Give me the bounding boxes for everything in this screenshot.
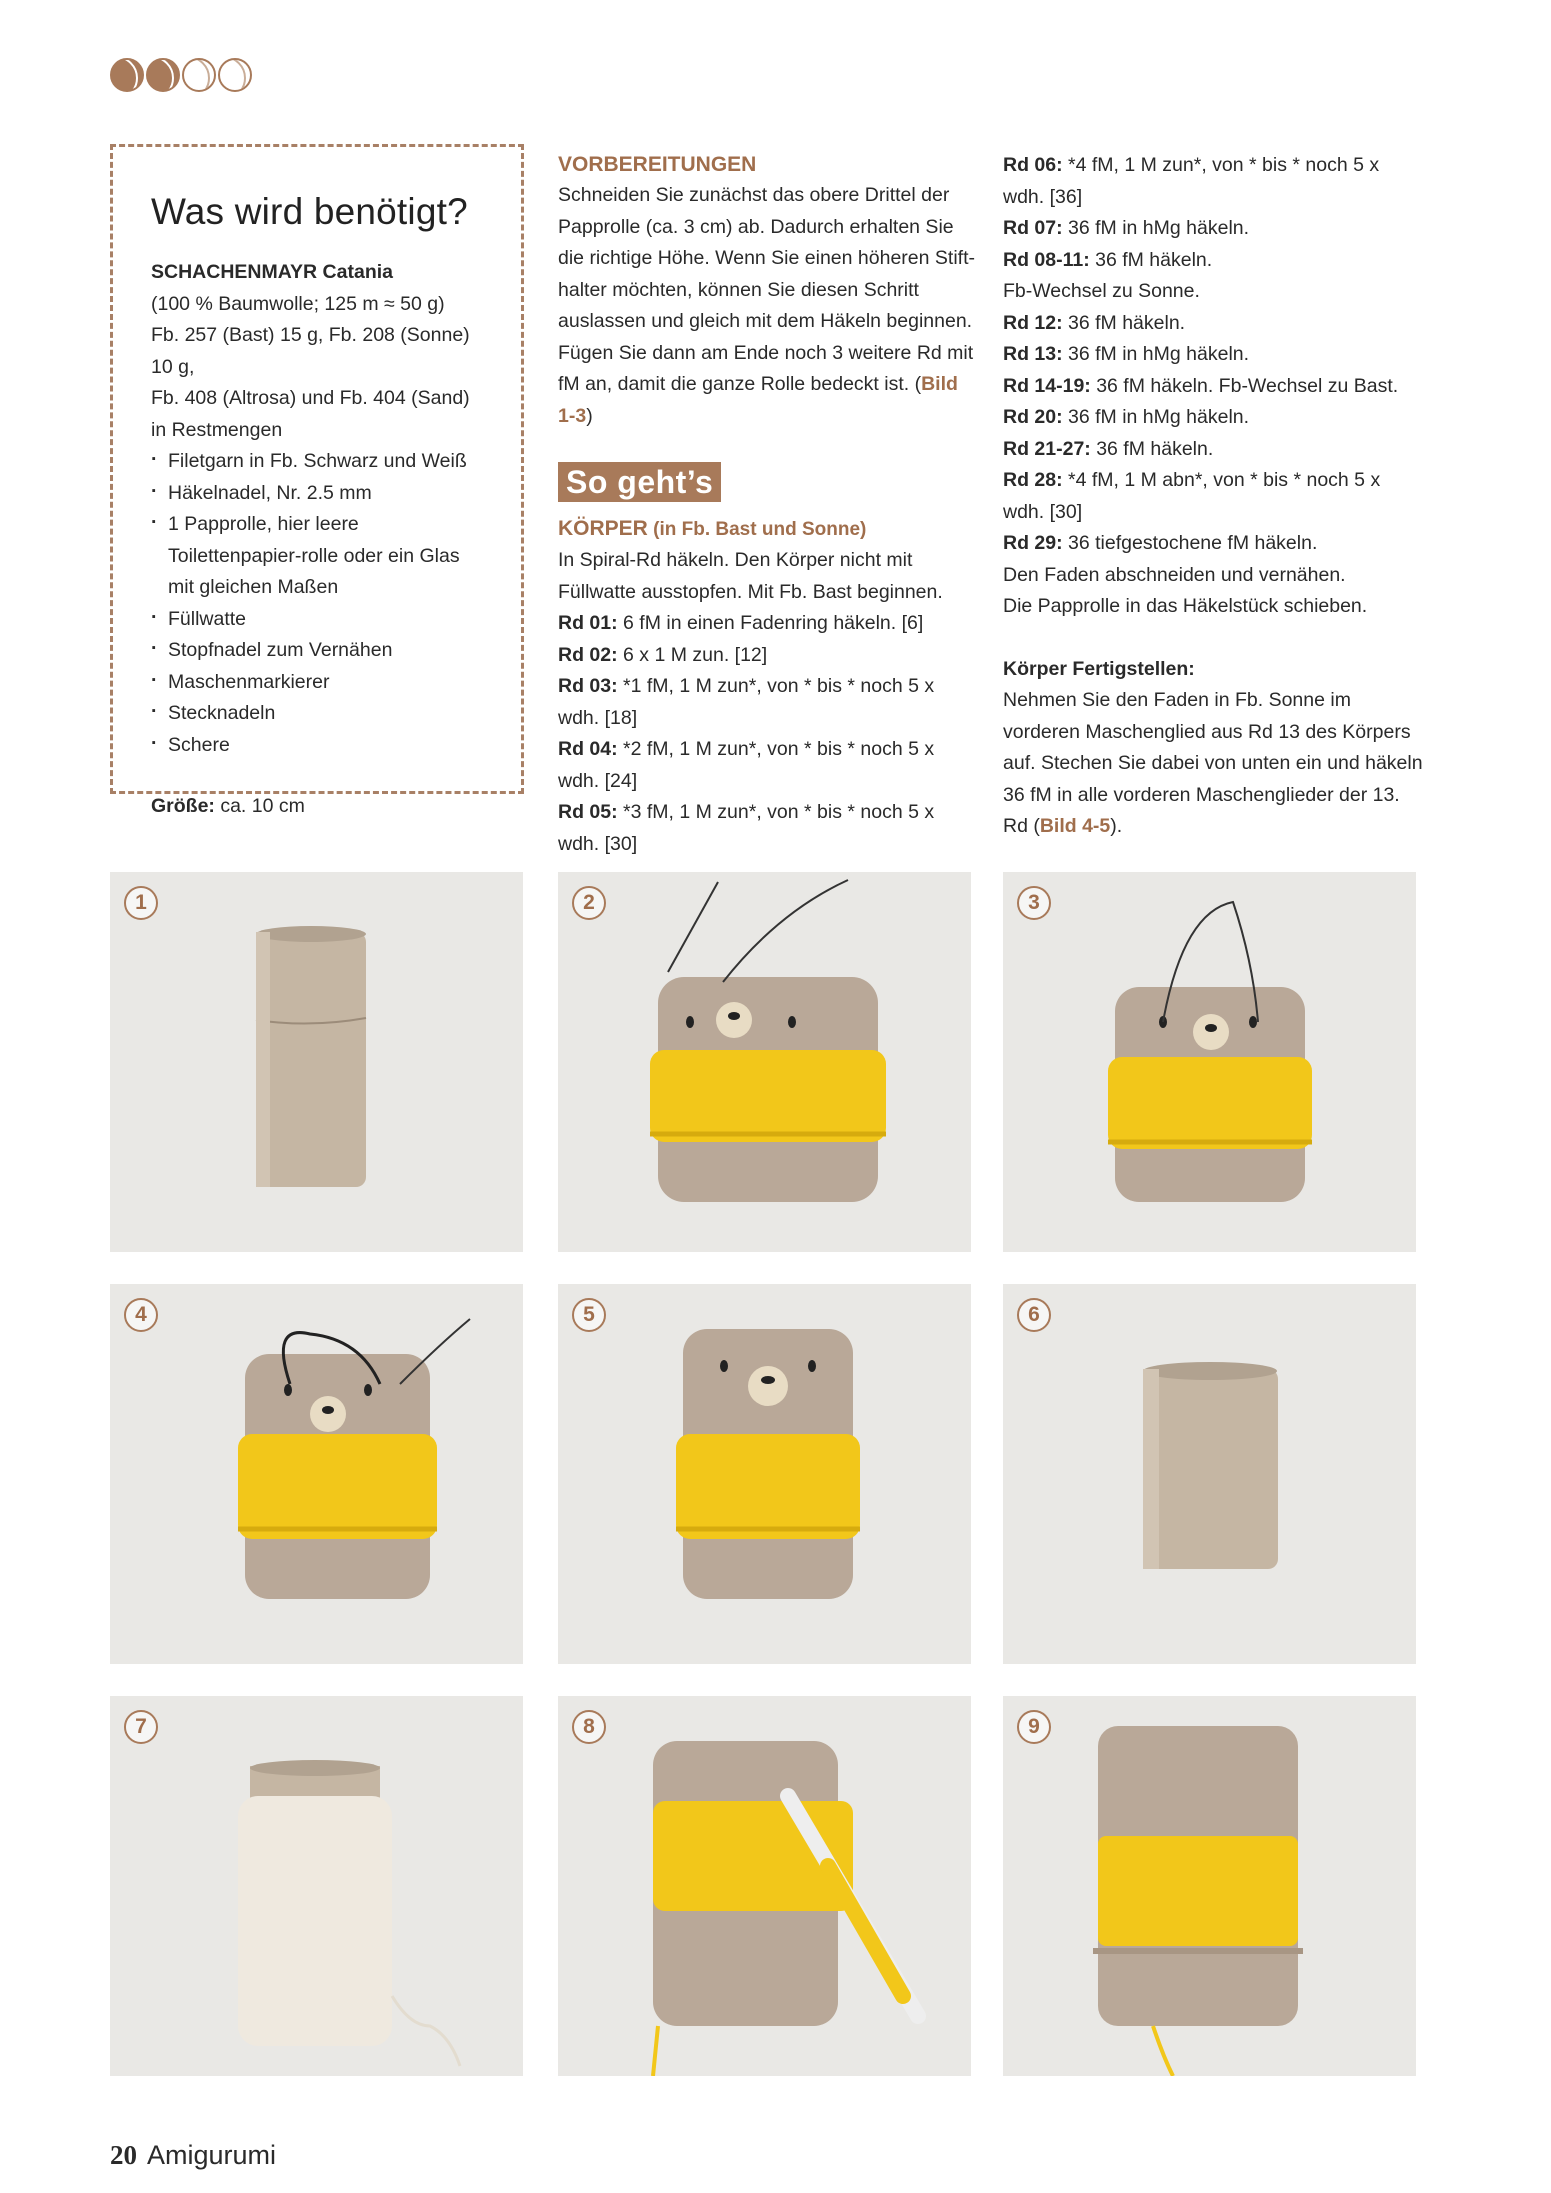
round-text: *3 fM, 1 M zun*, von * bis * noch 5 x wdh. [30] [558,801,935,855]
round-text: 36 fM in hMg häkeln. [1062,343,1250,365]
step-number-badge: 8 [572,1710,606,1744]
round-label: Rd 03: [558,675,618,697]
round-text: 6 fM in einen Fadenring häkeln. [6] [617,612,924,634]
difficulty-rating [110,58,252,92]
white-crochet-cover-illustration [110,1696,523,2076]
round-text: 36 fM in hMg häkeln. [1062,406,1250,428]
round-label: Rd 20: [1003,406,1063,428]
round-label: Rd 21-27: [1003,437,1091,460]
round-instruction [1003,402,1423,434]
photo-reference: Bild 4-5 [1039,815,1111,837]
round-instruction [1003,339,1423,371]
yarn-ball-icon-empty [218,58,252,92]
list-item: · Filetgarn in Fb. Schwarz und Weiß [151,446,485,478]
finish-text [1003,685,1423,843]
round-instruction [1003,308,1423,340]
prep-body: Schneiden Sie zunächst das obere Drittel der Papprolle (ca. 3 cm) ab. Dadurch erhalten Sie die richtige Höhe. Wenn Sie einen höheren Stift-halter möchten, können Sie diesen Schritt auslassen und gleich mit dem Häkeln beginnen. Fügen Sie dann am Ende noch 3 weitere Rd mit fM an, damit die ganze Rolle bedeckt ist. ( [558,184,975,395]
yarn-ball-icon-empty [182,58,216,92]
round-label: Rd 14-19: [1003,374,1091,397]
step-number-badge: 9 [1017,1710,1051,1744]
finish-line: Die Papprolle in das Häkelstück schieben. [1003,595,1368,617]
body-intro: In Spiral-Rd häkeln. Den Körper nicht mit Füllwatte ausstopfen. Mit Fb. Bast beginnen. [558,549,943,603]
body-heading-main: KÖRPER [558,517,648,540]
step-photo-3 [1003,872,1416,1252]
list-item: · Maschenmarkierer [151,667,485,699]
step-photo-8 [558,1696,971,2076]
materials-title: Was wird benötigt? [151,191,468,232]
list-item: · Schere [151,730,485,762]
list-item: · Stecknadeln [151,698,485,730]
yarn-colors-2: Fb. 408 (Altrosa) und Fb. 404 (Sand) [151,387,470,409]
finished-size [151,791,485,823]
page-number: 20 [110,2140,137,2170]
round-text: 36 fM häkeln. Fb-Wechsel zu Bast. [1090,374,1399,397]
round-label: Rd 28: [1003,469,1063,491]
crochet-bear-illustration [558,1284,971,1664]
yarn-ball-icon-filled [110,58,144,92]
step-number-badge: 4 [124,1298,158,1332]
round-instruction [1003,371,1423,403]
round-label: Rd 13: [1003,343,1063,365]
round-label: Rd 05: [558,801,618,823]
step-number-badge: 6 [1017,1298,1051,1332]
step-photo-2 [558,872,971,1252]
materials-box [110,144,524,817]
crochet-bear-illustration [1003,872,1416,1252]
materials-list [151,446,485,761]
round-instruction [1003,150,1423,213]
round-label: Rd 07: [1003,217,1063,239]
step-photo-9 [1003,1696,1416,2076]
round-instruction [558,671,978,734]
photo-reference: Bild 1-3 [558,373,958,427]
round-label: Rd 08-11: [1003,248,1090,271]
cardboard-roll-illustration [1003,1284,1416,1664]
round-label: Rd 06: [1003,154,1063,176]
round-instruction [1003,213,1423,245]
round-instruction [1003,434,1423,466]
size-value: ca. 10 cm [214,795,305,817]
round-label: Rd 29: [1003,532,1063,554]
finished-pencil-holder-illustration [1003,1696,1416,2076]
round-instruction [1003,245,1423,277]
step-number-badge: 5 [572,1298,606,1332]
step-number-badge: 3 [1017,886,1051,920]
round-text: *4 fM, 1 M abn*, von * bis * noch 5 x wdh. [30] [1003,469,1381,523]
body-heading [558,514,978,545]
round-text: 36 fM häkeln. [1062,311,1186,334]
crochet-bear-illustration [110,1284,523,1664]
round-instruction [558,608,978,640]
round-text: *4 fM, 1 M zun*, von * bis * noch 5 x wdh. [36] [1003,154,1380,208]
list-item: · Häkelnadel, Nr. 2.5 mm [151,478,485,510]
instructions-column-right [1003,150,1423,843]
yarn-ball-icon-filled [146,58,180,92]
step-number-badge: 2 [572,886,606,920]
list-item: · 1 Papprolle, hier leere Toilettenpapier-rolle oder ein Glas mit gleichen Maßen [151,509,485,604]
finish-end: ). [1110,815,1123,837]
round-instruction [558,640,978,672]
instructions-column-middle [558,150,978,860]
rounds-list-left [558,608,978,860]
size-label: Größe: [151,795,215,817]
round-instruction [558,734,978,797]
list-item: · Füllwatte [151,604,485,636]
step-number-badge: 7 [124,1710,158,1744]
round-label: Rd 04: [558,738,618,760]
section-banner: So geht’s [558,462,721,502]
step-photo-6 [1003,1284,1416,1664]
prep-end: ) [586,404,593,427]
step-number-badge: 1 [124,886,158,920]
rounds-list-right [1003,150,1423,560]
list-item: · Stopfnadel zum Vernähen [151,635,485,667]
round-label: Rd 02: [558,643,618,666]
round-text: 36 fM häkeln. [1089,248,1213,271]
finish-line: Den Faden abschneiden und vernähen. [1003,563,1346,586]
round-text: 6 x 1 M zun. [12] [617,643,768,666]
step-photo-5 [558,1284,971,1664]
crochet-bear-illustration [558,872,971,1252]
finish-body: Nehmen Sie den Faden in Fb. Sonne im vorderen Maschenglied aus Rd 13 des Körpers auf. Stechen Sie dabei von unten ein und häkeln 36 fM in alle vorderen Maschenglieder der 13. Rd ( [1003,689,1423,837]
round-text: Fb-Wechsel zu Sonne. [1003,280,1200,302]
round-instruction [558,797,978,860]
body-heading-sub: (in Fb. Bast und Sonne) [647,519,867,540]
round-text: *1 fM, 1 M zun*, von * bis * noch 5 x wdh. [18] [558,675,935,729]
step-photo-1 [110,872,523,1252]
round-instruction [1003,465,1423,528]
prep-text [558,180,978,432]
step-photo-7 [110,1696,523,2076]
round-text: 36 fM in hMg häkeln. [1062,217,1250,239]
page-footer [110,2140,276,2171]
yarn-composition: (100 % Baumwolle; 125 m ≈ 50 g) [151,292,445,315]
yarn-colors-1: Fb. 257 (Bast) 15 g, Fb. 208 (Sonne) 10 g, [151,324,470,378]
round-instruction [1003,528,1423,560]
round-text: 36 fM häkeln. [1090,437,1214,460]
yarn-brand: SCHACHENMAYR Catania [151,261,393,283]
round-text: 36 tiefgestochene fM häkeln. [1062,532,1318,554]
step-photo-4 [110,1284,523,1664]
magazine-title: Amigurumi [147,2140,277,2170]
cardboard-roll-illustration [110,872,523,1252]
round-instruction [1003,276,1423,308]
prep-heading: VORBEREITUNGEN [558,153,757,176]
round-label: Rd 01: [558,612,618,634]
finish-heading: Körper Fertigstellen: [1003,657,1195,680]
crochet-hook-illustration [558,1696,971,2076]
round-text: *2 fM, 1 M zun*, von * bis * noch 5 x wdh. [24] [558,738,935,792]
yarn-colors-3: in Restmengen [151,418,283,441]
round-label: Rd 12: [1003,311,1063,334]
